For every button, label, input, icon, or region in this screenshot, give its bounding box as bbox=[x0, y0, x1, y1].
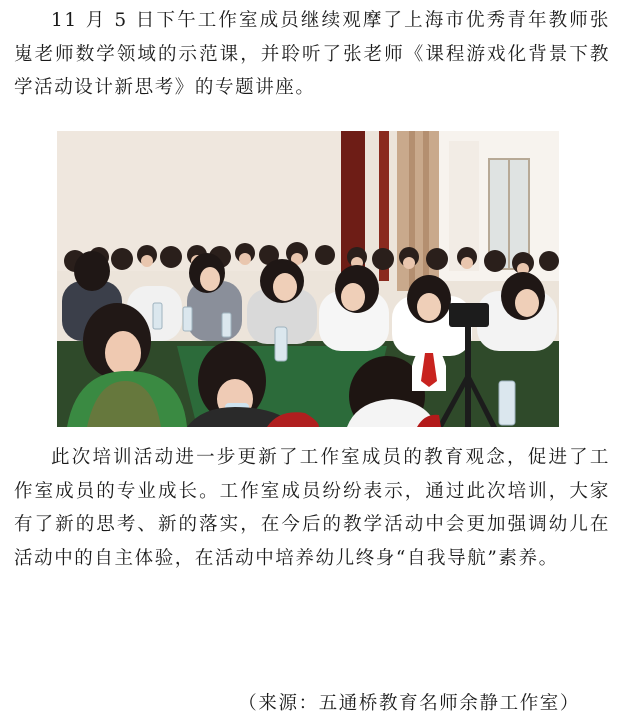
article-paragraph-1: 11 月 5 日下午工作室成员继续观摩了上海市优秀青年教师张嵬老师数学领域的示范课，并聆听了张老师《课程游戏化背景下教学活动设计新思考》的专题讲座。 bbox=[14, 10, 610, 98]
training-audience-photo bbox=[57, 131, 559, 427]
source-credit: （来源：五通桥教育名师余静工作室） bbox=[238, 693, 580, 714]
article-paragraph-2: 此次培训活动进一步更新了工作室成员的教育观念，促进了工作室成员的专业成长。工作室成员纷纷表示，通过此次培训，大家有了新的思考、新的落实，在今后的教学活动中会更加强调幼儿在活动中的自主体验，在活动中培养幼儿终身“自我导航”素养。 bbox=[14, 447, 610, 569]
